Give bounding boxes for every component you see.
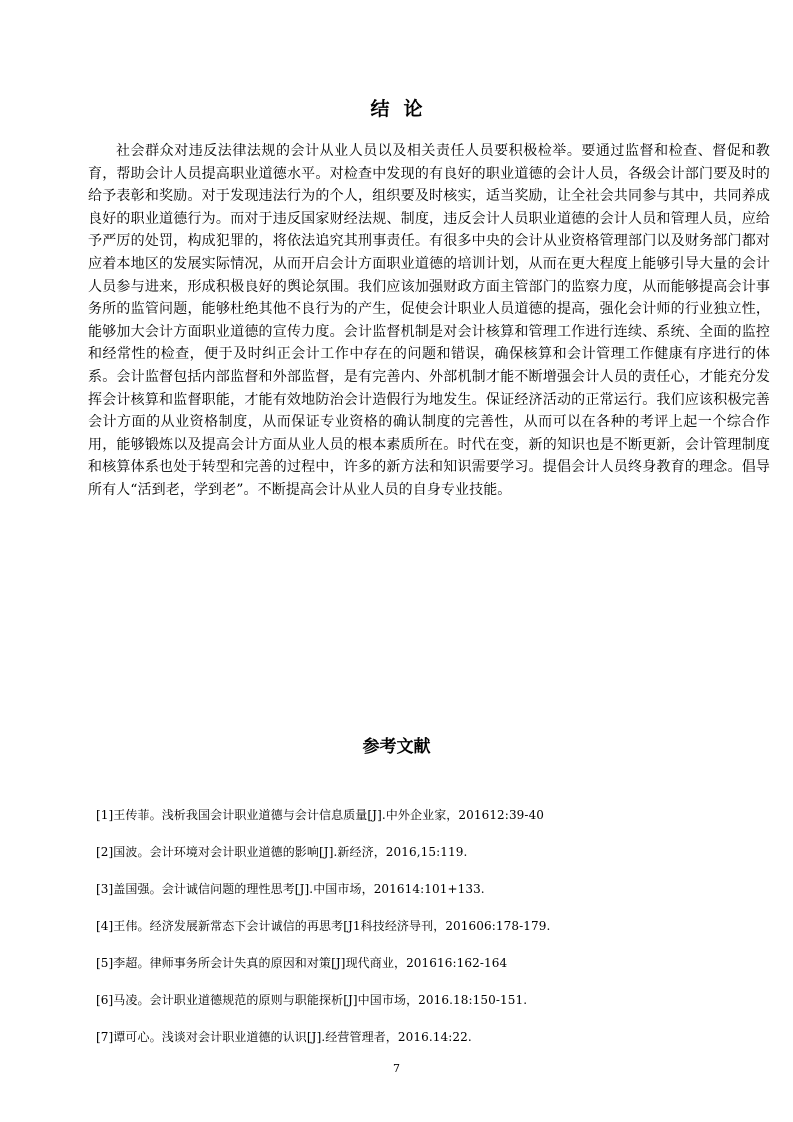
reference-list: [96, 807, 776, 1066]
reference-item-4: [4]王伟。经济发展新常态下会计诚信的再思考[J1科技经济导刊，201606:178-179.: [96, 919, 551, 933]
page-number: 7: [393, 1062, 400, 1075]
references-heading: 参考文献: [362, 737, 431, 757]
reference-item-5: [5]李超。律师事务所会计失真的原因和对策[J]现代商业，201616:162-164: [96, 956, 508, 970]
reference-item-2: [2]国波。会计环境对会计职业道德的影响[J].新经济，2016,15:119.: [96, 845, 468, 859]
conclusion-heading: 结论: [370, 98, 437, 120]
reference-item-6: [6]马凌。会计职业道德规范的原则与职能探析[J]中国市场，2016.18:150-151.: [96, 993, 528, 1007]
reference-item-7: [7]谭可心。浅谈对会计职业道德的认识[J].经营管理者，2016.14:22.: [96, 1030, 472, 1044]
conclusion-paragraph: 社会群众对违反法律法规的会计从业人员以及相关责任人员要积极检举。要通过监督和检查、督促和教育，帮助会计人员提高职业道德水平。对检查中发现的有良好的职业道德的会计人员，各级会计部门要及时的给予表彰和奖励。对于发现违法行为的个人，组织要及时核实，适当奖励，让全社会共同参与其中，共同养成良好的职业道德行为。而对于违反国家财经法规、制度，违反会计人员职业道德的会计人员和管理人员，应给予严厉的处罚，构成犯罪的，将依法追究其刑事责任。有很多中央的会计从业资格管理部门以及财务部门都对应着本地区的发展实际情况，从而开启会计方面职业道德的培训计划，从而在更大程度上能够引导大量的会计人员参与进来，形成积极良好的舆论氛围。我们应该加强财政方面主管部门的监察力度，从而能够提高会计事务所的监管问题，能够杜绝其他不良行为的产生，促使会计职业人员道德的提高，强化会计师的行业独立性，能够加大会计方面职业道德的宣传力度。会计监督机制是对会计核算和管理工作进行连续、系统、全面的监控和经常性的检查，便于及时纠正会计工作中存在的问题和错误，确保核算和会计管理工作健康有序进行的体系。会计监督包括内部监督和外部监督，是有完善内、外部机制才能不断增强会计人员的责任心，才能充分发挥会计核算和监督职能，才能有效地防治会计造假行为地发生。保证经济活动的正常运行。我们应该积极完善会计方面的从业资格制度，从而保证专业资格的确认制度的完善性，从而可以在各种的考评上起一个综合作用，能够锻炼以及提高会计方面从业人员的根本素质所在。时代在变，新的知识也是不断更新，会计管理制度和核算体系也处于转型和完善的过程中，许多的新方法和知识需要学习。提倡会计人员终身教育的理念。倡导所有人“活到老，学到老”。不断提高会计从业人员的自身专业技能。: [88, 143, 770, 498]
reference-item-1: [1]王传菲。浅析我国会计职业道德与会计信息质量[J].中外企业家，201612:39-40: [96, 808, 545, 822]
reference-item-3: [3]盖国强。会计诚信问题的理性思考[J].中国市场，201614:101+133.: [96, 882, 485, 896]
